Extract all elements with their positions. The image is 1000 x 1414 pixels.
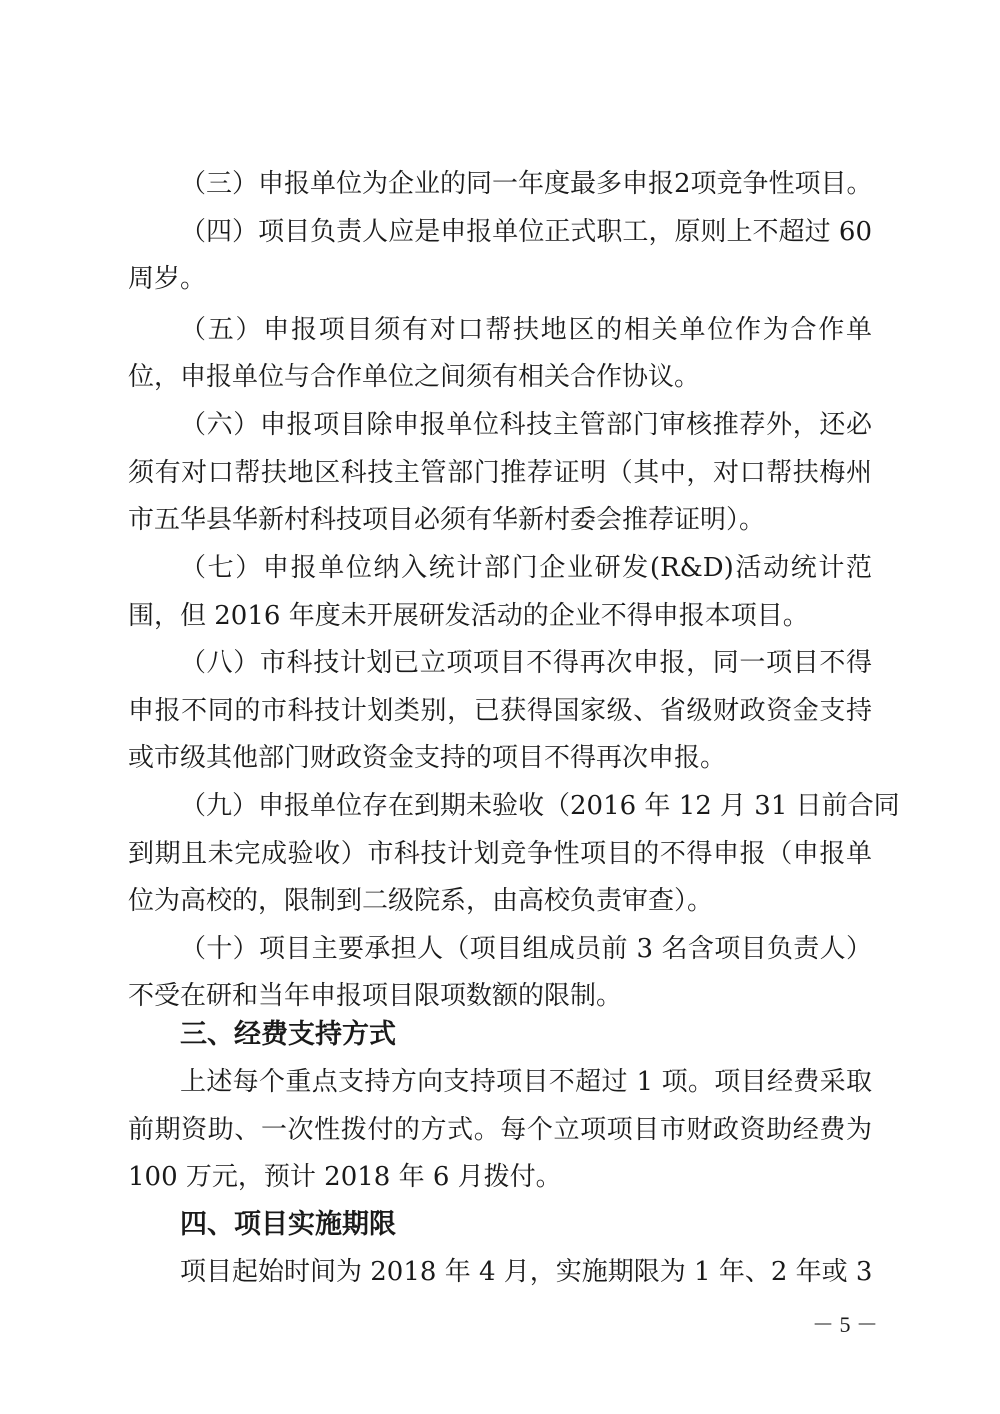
clause-8-line-3: 或市级其他部门财政资金支持的项目不得再次申报。 bbox=[128, 743, 727, 773]
clause-8-line-1: （八）市科技计划已立项项目不得再次申报，同一项目不得 bbox=[180, 648, 872, 678]
clause-8-line-2: 申报不同的市科技计划类别，已获得国家级、省级财政资金支持 bbox=[128, 696, 872, 726]
clause-10-line-2: 不受在研和当年申报项目限项数额的限制。 bbox=[128, 981, 623, 1011]
clause-7-line-1: （七）申报单位纳入统计部门企业研发(R&D)活动统计范 bbox=[180, 553, 872, 583]
page-number: － 5 － bbox=[811, 1312, 878, 1337]
clause-3-line-1: （三）申报单位为企业的同一年度最多申报2项竞争性项目。 bbox=[180, 169, 873, 199]
funding-line-3: 100 万元，预计 2018 年 6 月拨付。 bbox=[128, 1162, 562, 1192]
period-line-1: 项目起始时间为 2018 年 4 月，实施期限为 1 年、2 年或 3 bbox=[180, 1257, 873, 1287]
funding-line-1: 上述每个重点支持方向支持项目不超过 1 项。项目经费采取 bbox=[180, 1067, 872, 1097]
clause-9-line-1: （九）申报单位存在到期未验收（2016 年 12 月 31 日前合同 bbox=[180, 791, 900, 821]
clause-6-line-1: （六）申报项目除申报单位科技主管部门审核推荐外，还必 bbox=[180, 410, 872, 440]
section-heading-period: 四、项目实施期限 bbox=[180, 1209, 396, 1240]
clause-5-line-1: （五）申报项目须有对口帮扶地区的相关单位作为合作单 bbox=[180, 315, 872, 345]
clause-9-line-2: 到期且未完成验收）市科技计划竞争性项目的不得申报（申报单 bbox=[128, 839, 872, 869]
funding-line-2: 前期资助、一次性拨付的方式。每个立项项目市财政资助经费为 bbox=[128, 1115, 872, 1145]
clause-6-line-3: 市五华县华新村科技项目必须有华新村委会推荐证明）。 bbox=[128, 505, 766, 535]
clause-4-line-1: （四）项目负责人应是申报单位正式职工，原则上不超过 60 bbox=[180, 217, 872, 247]
clause-5-line-2: 位，申报单位与合作单位之间须有相关合作协议。 bbox=[128, 362, 701, 392]
clause-7-line-2: 围，但 2016 年度未开展研发活动的企业不得申报本项目。 bbox=[128, 601, 809, 631]
clause-9-line-3: 位为高校的，限制到二级院系，由高校负责审查）。 bbox=[128, 886, 714, 916]
section-heading-funding: 三、经费支持方式 bbox=[180, 1019, 396, 1050]
clause-6-line-2: 须有对口帮扶地区科技主管部门推荐证明（其中，对口帮扶梅州 bbox=[128, 458, 872, 488]
clause-10-line-1: （十）项目主要承担人（项目组成员前 3 名含项目负责人） bbox=[180, 934, 872, 964]
clause-4-line-2: 周岁。 bbox=[128, 264, 207, 294]
